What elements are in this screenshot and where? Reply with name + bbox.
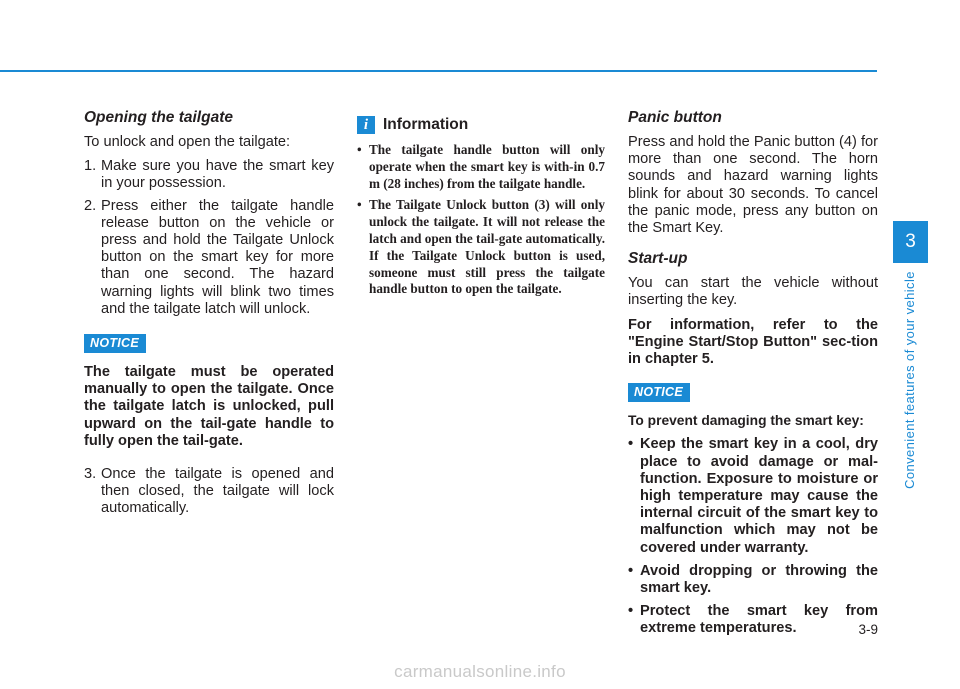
notice-text: The tailgate must be operated manually to open the tailgate. Once the tailgate latch is unlocked, pull upward on the tail-gate handle to fully open the tail-gate. <box>84 364 334 449</box>
info-title: Information <box>383 116 469 134</box>
notice-list <box>628 436 878 637</box>
notice-badge-wrap <box>84 334 334 353</box>
notice-item: • Protect the smart key from extreme temperatures. <box>628 603 878 637</box>
startup-reference: For information, refer to the "Engine Start/Stop Button" sec-tion in chapter 5. <box>628 316 878 368</box>
step-number: 1. <box>84 158 97 175</box>
notice-item: • Keep the smart key in a cool, dry place to avoid damage or mal-function. Exposure to moisture or high temperature may cause the internal circuit of the smart key to malfunction which may not be covered under warranty. <box>628 436 878 556</box>
intro-text: To unlock and open the tailgate: <box>84 134 291 150</box>
notice-item: • Avoid dropping or throwing the smart key. <box>628 563 878 597</box>
step-text: Once the tailgate is opened and then closed, the tailgate will lock automatically. <box>101 466 334 517</box>
info-item: • The Tailgate Unlock button (3) will only unlock the tailgate. It will not release the latch and open the tail-gate automatically. If the Tailgate Unlock button is used, someone must still press the tailgate handle button to open the tailgate. <box>357 197 605 298</box>
info-item: • The tailgate handle button will only operate when the smart key is with-in 0.7 m (28 inches) from the tailgate handle. <box>357 142 605 192</box>
section-title-start-up: Start-up <box>628 250 688 268</box>
column-opening-tailgate <box>84 108 334 523</box>
column-panic-startup <box>628 108 878 644</box>
step-item <box>84 466 334 518</box>
info-header <box>357 114 605 136</box>
notice-intro: To prevent damaging the smart key: <box>628 413 864 429</box>
step-number: 3. <box>84 466 97 483</box>
startup-text: You can start the vehicle without inserting the key. <box>628 275 878 309</box>
step-item <box>84 158 334 192</box>
page-number: 3-9 <box>858 622 878 637</box>
step-item <box>84 198 334 318</box>
step-text: Press either the tailgate handle release button on the vehicle or press and hold the Tailgate Unlock button on the smart key for more than one second. The hazard warning lights will blink two times and the tailgate latch will unlock. <box>101 197 334 317</box>
steps-list <box>84 158 334 318</box>
watermark: carmanualsonline.info <box>394 662 566 681</box>
panic-text: Press and hold the Panic button (4) for more than one second. The horn sounds and hazard warning lights blink for about 30 seconds. To cancel the panic mode, press any button on the Smart Key. <box>628 134 878 237</box>
info-list <box>357 142 605 298</box>
section-title-panic-button: Panic button <box>628 109 722 126</box>
steps-list-continued <box>84 466 334 518</box>
section-title-opening-tailgate: Opening the tailgate <box>84 109 233 126</box>
notice-badge: NOTICE <box>628 383 690 402</box>
chapter-title-vertical: Convenient features of your vehicle <box>902 271 917 489</box>
notice-badge-wrap <box>628 383 878 402</box>
step-text: Make sure you have the smart key in your possession. <box>101 158 334 192</box>
chapter-number-tab: 3 <box>893 221 928 263</box>
header-rule <box>0 70 877 72</box>
info-icon: i <box>357 116 375 134</box>
step-number: 2. <box>84 197 97 214</box>
column-information <box>357 114 605 303</box>
notice-badge: NOTICE <box>84 334 146 353</box>
